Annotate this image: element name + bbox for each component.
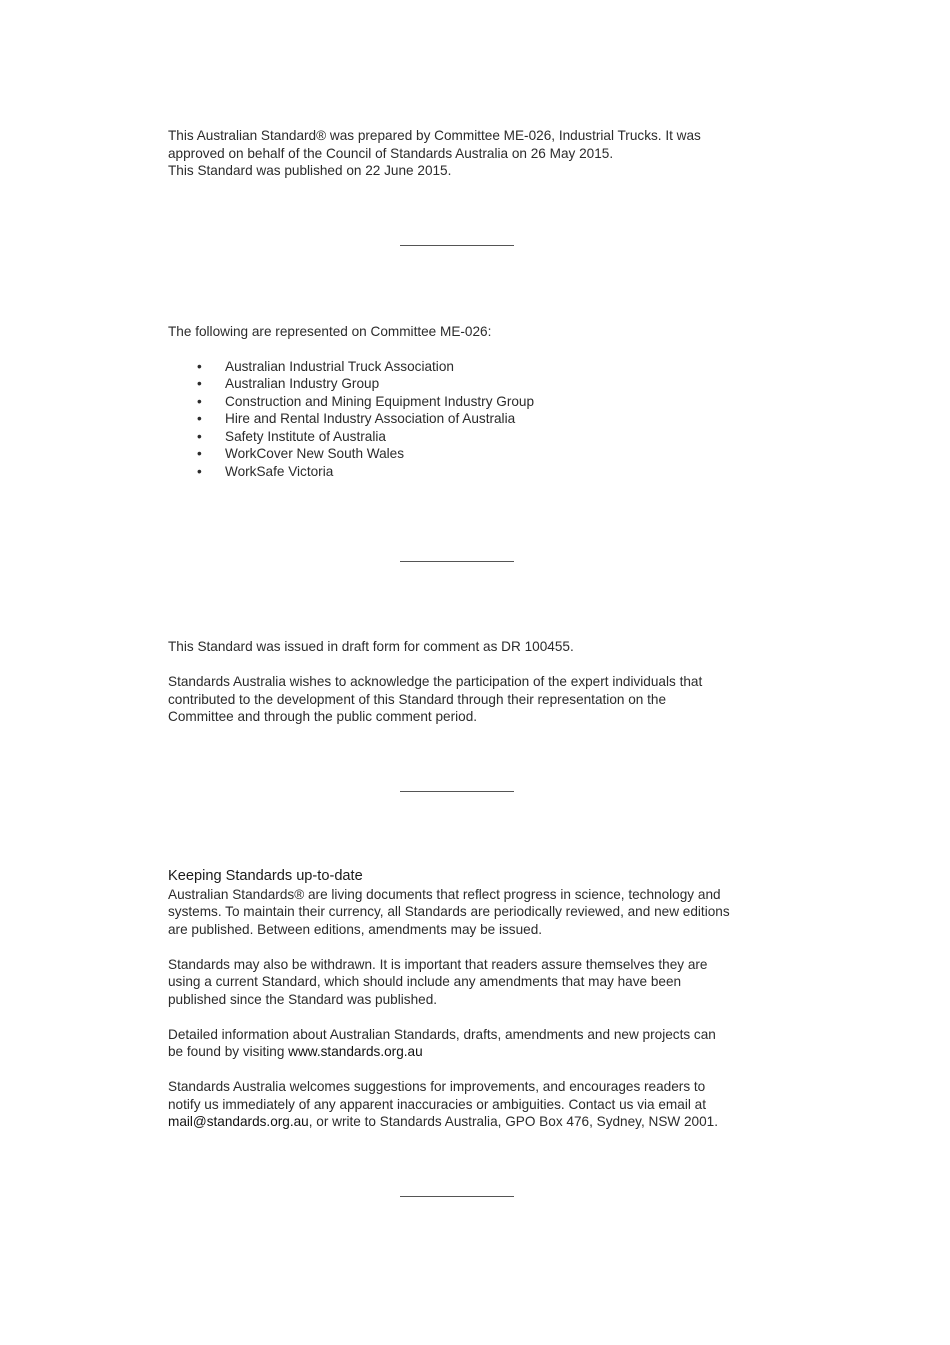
draft-section	[168, 638, 768, 726]
member-name: Hire and Rental Industry Association of Australia	[225, 411, 516, 426]
list-item	[168, 410, 768, 428]
acknowledgement-line: Standards Australia wishes to acknowledge the participation of the expert individuals that	[168, 674, 703, 689]
bullet-icon: •	[197, 376, 202, 391]
member-name: WorkSafe Victoria	[225, 463, 334, 479]
section-divider	[400, 1196, 514, 1197]
bullet-icon: •	[197, 463, 202, 479]
bullet-icon: •	[197, 393, 202, 409]
preparation-statement	[168, 127, 768, 180]
publication-line: This Standard was published on 22 June 2015.	[168, 163, 452, 178]
member-name: Australian Industrial Truck Association	[225, 358, 454, 374]
section-divider	[400, 245, 514, 246]
bullet-icon: •	[197, 358, 202, 374]
list-item	[168, 463, 768, 481]
committee-intro: The following are represented on Committee ME-026:	[168, 324, 492, 339]
paragraph-line: are published. Between editions, amendments may be issued.	[168, 921, 543, 937]
list-item	[168, 428, 768, 446]
preparation-line: This Australian Standard® was prepared by Committee ME-026, Industrial Trucks. It was	[168, 128, 701, 143]
paragraph-line: using a current Standard, which should include any amendments that may have been	[168, 974, 682, 989]
committee-section	[168, 323, 768, 480]
bullet-icon: •	[197, 446, 202, 461]
member-name: Construction and Mining Equipment Industry Group	[225, 393, 535, 409]
list-item	[168, 375, 768, 393]
paragraph-line	[168, 1043, 768, 1061]
uptodate-section	[168, 868, 768, 1131]
committee-member-list	[168, 358, 768, 481]
member-name: WorkCover New South Wales	[225, 446, 405, 461]
paragraph-line: systems. To maintain their currency, all Standards are periodically reviewed, and new editions	[168, 904, 730, 919]
postal-address-text: , or write to Standards Australia, GPO Box 476, Sydney, NSW 2001.	[308, 1114, 719, 1129]
paragraph-line: published since the Standard was published.	[168, 991, 438, 1007]
section-heading: Keeping Standards up-to-date	[168, 868, 363, 884]
bullet-icon: •	[197, 428, 202, 444]
paragraph-line: Australian Standards® are living documents that reflect progress in science, technology and	[168, 886, 721, 902]
list-item	[168, 445, 768, 463]
list-item	[168, 358, 768, 376]
paragraph-line: Detailed information about Australian Standards, drafts, amendments and new projects can	[168, 1026, 716, 1042]
paragraph-line: Standards may also be withdrawn. It is important that readers assure themselves they are	[168, 956, 708, 972]
visit-text: be found by visiting	[168, 1044, 289, 1059]
email-link[interactable]: mail@standards.org.au	[168, 1114, 309, 1129]
section-divider	[400, 791, 514, 792]
paragraph-line: notify us immediately of any apparent inaccuracies or ambiguities. Contact us via email at	[168, 1096, 706, 1112]
member-name: Australian Industry Group	[225, 376, 380, 391]
draft-issued-text: This Standard was issued in draft form for comment as DR 100455.	[168, 639, 574, 654]
member-name: Safety Institute of Australia	[225, 428, 386, 444]
list-item	[168, 393, 768, 411]
acknowledgement-line: contributed to the development of this Standard through their representation on the	[168, 691, 667, 707]
bullet-icon: •	[197, 411, 202, 426]
approval-line: approved on behalf of the Council of Standards Australia on 26 May 2015.	[168, 145, 614, 161]
website-link[interactable]: www.standards.org.au	[288, 1044, 423, 1059]
paragraph-line: Standards Australia welcomes suggestions for improvements, and encourages readers to	[168, 1079, 706, 1094]
paragraph-line	[168, 1113, 768, 1131]
acknowledgement-line: Committee and through the public comment period.	[168, 709, 478, 724]
section-divider	[400, 561, 514, 562]
